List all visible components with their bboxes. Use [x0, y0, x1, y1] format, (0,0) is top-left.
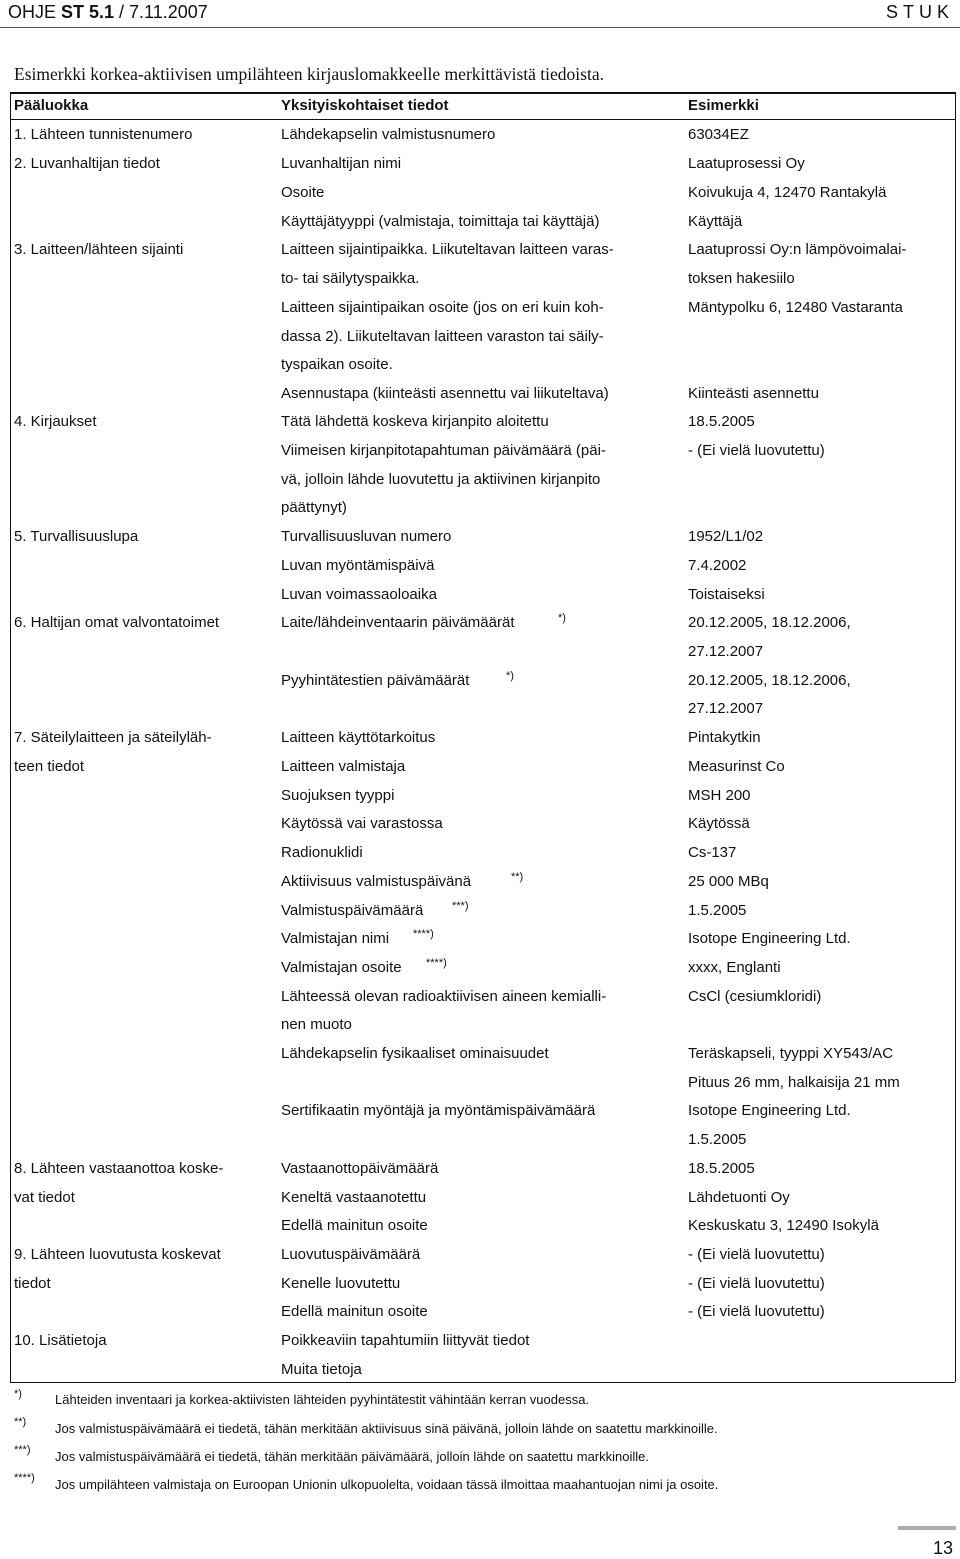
detail-label: päättynyt) [281, 499, 347, 516]
detail-label: Valmistajan osoite [281, 959, 402, 976]
footnote-ref: ***) [452, 900, 469, 912]
detail-label: Lähteessä olevan radioaktiivisen aineen kemialli- [281, 988, 607, 1005]
table-header-rule [10, 119, 955, 120]
example-value: 27.12.2007 [688, 643, 764, 660]
column-header-details: Yksityiskohtaiset tiedot [281, 97, 449, 114]
doc-date: / 7.11.2007 [114, 2, 208, 22]
example-value: - (Ei vielä luovutettu) [688, 442, 825, 459]
example-value: 18.5.2005 [688, 413, 755, 430]
org-name: STUK [885, 2, 954, 22]
footnote-ref: **) [511, 871, 524, 883]
footnote-mark: *) [14, 1388, 22, 1400]
example-value: Isotope Engineering Ltd. [688, 930, 851, 947]
category-label: 5. Turvallisuuslupa [14, 528, 139, 545]
detail-label: Tätä lähdettä koskeva kirjanpito aloitettu [281, 413, 549, 430]
column-header-example: Esimerkki [688, 97, 759, 114]
detail-label: Edellä mainitun osoite [281, 1303, 428, 1320]
example-value: Lähdetuonti Oy [688, 1189, 790, 1206]
example-value: MSH 200 [688, 787, 751, 804]
detail-label: Käyttäjätyyppi (valmistaja, toimittaja tai käyttäjä) [281, 213, 600, 230]
example-value: Laatuprossi Oy:n lämpövoimalai- [688, 241, 907, 258]
example-value: Pintakytkin [688, 729, 761, 746]
detail-label: Laitteen sijaintipaikka. Liikuteltavan laitteen varas- [281, 241, 614, 258]
footnote-ref: ****) [413, 928, 434, 940]
detail-label: Luvan voimassaoloaika [281, 586, 437, 603]
example-value: Käyttäjä [688, 213, 743, 230]
example-value: xxxx, Englanti [688, 959, 781, 976]
detail-label: Lähdekapselin valmistusnumero [281, 126, 496, 143]
detail-label: Turvallisuusluvan numero [281, 528, 452, 545]
example-value: - (Ei vielä luovutettu) [688, 1246, 825, 1263]
detail-label: Laite/lähdeinventaarin päivämäärät [281, 614, 515, 631]
example-value: 18.5.2005 [688, 1160, 755, 1177]
footnote-mark: ****) [14, 1472, 35, 1484]
detail-label: Muita tietoja [281, 1361, 362, 1378]
document-title: Esimerkki korkea-aktiivisen umpilähteen kirjauslomakkeelle merkittävistä tiedoista. [14, 64, 604, 84]
detail-label: Luvan myöntämispäivä [281, 557, 435, 574]
category-label: 9. Lähteen luovutusta koskevat [14, 1246, 221, 1263]
example-value: 1952/L1/02 [688, 528, 764, 545]
detail-label: Laitteen käyttötarkoitus [281, 729, 436, 746]
detail-label: Luvanhaltijan nimi [281, 155, 402, 172]
example-value: Laatuprosessi Oy [688, 155, 805, 172]
example-value: 25 000 MBq [688, 873, 769, 890]
detail-label: Poikkeaviin tapahtumiin liittyvät tiedot [281, 1332, 530, 1349]
page-number: 13 [933, 1538, 954, 1558]
category-label: 6. Haltijan omat valvontatoimet [14, 614, 220, 631]
detail-label: Sertifikaatin myöntäjä ja myöntämispäivämäärä [281, 1102, 596, 1119]
example-value: 1.5.2005 [688, 1131, 747, 1148]
footnote-ref: *) [558, 612, 566, 624]
detail-label: Keneltä vastaanotettu [281, 1189, 427, 1206]
detail-label: Suojuksen tyyppi [281, 787, 395, 804]
example-value: Käytössä [688, 815, 750, 832]
footnote-ref: ****) [426, 957, 447, 969]
example-value: Keskuskatu 3, 12490 Isokylä [688, 1217, 879, 1234]
example-value: 27.12.2007 [688, 700, 764, 717]
detail-label: Kenelle luovutettu [281, 1275, 401, 1292]
category-label: 7. Säteilylaitteen ja säteilyläh- [14, 729, 212, 746]
category-label: 8. Lähteen vastaanottoa koske- [14, 1160, 224, 1177]
footnote-text: Lähteiden inventaari ja korkea-aktiivisten lähteiden pyyhintätestit vähintään kerran vuodessa. [55, 1392, 590, 1407]
example-value: Teräskapseli, tyyppi XY543/AC [688, 1045, 894, 1062]
category-label: 1. Lähteen tunnistenumero [14, 126, 193, 143]
example-value: Toistaiseksi [688, 586, 765, 603]
example-value: - (Ei vielä luovutettu) [688, 1275, 825, 1292]
detail-label: Lähdekapselin fysikaaliset ominaisuudet [281, 1045, 549, 1062]
detail-label: tyspaikan osoite. [281, 356, 393, 373]
column-header-main: Pääluokka [14, 97, 89, 114]
example-value: CsCl (cesiumkloridi) [688, 988, 822, 1005]
example-value: toksen hakesiilo [688, 270, 795, 287]
detail-label: Valmistajan nimi [281, 930, 390, 947]
footnote-text: Jos umpilähteen valmistaja on Euroopan Unionin ulkopuolelta, voidaan tässä ilmoittaa maahantuojan nimi ja osoite. [55, 1477, 719, 1492]
detail-label: to- tai säilytyspaikka. [281, 270, 420, 287]
detail-label: Pyyhintätestien päivämäärät [281, 672, 470, 689]
category-label: teen tiedot [14, 758, 85, 775]
example-value: 63034EZ [688, 126, 749, 143]
doc-code: ST 5.1 [61, 2, 115, 22]
footnote-text: Jos valmistuspäivämäärä ei tiedetä, tähän merkitään päivämäärä, jolloin lähde on saatettu markkinoille. [55, 1449, 649, 1464]
detail-label: nen muoto [281, 1016, 352, 1033]
header-divider [0, 27, 960, 28]
footnote-mark: ***) [14, 1444, 31, 1456]
detail-label: Luovutuspäivämäärä [281, 1246, 421, 1263]
document-header [8, 2, 954, 26]
detail-label: dassa 2). Liikuteltavan laitteen varaston tai säily- [281, 328, 604, 345]
category-label: 3. Laitteen/lähteen sijainti [14, 241, 184, 258]
category-label: tiedot [14, 1275, 51, 1292]
detail-label: vä, jolloin lähde luovutettu ja aktiivinen kirjanpito [281, 471, 601, 488]
detail-label: Vastaanottopäivämäärä [281, 1160, 439, 1177]
table-bottom-rule [10, 1382, 955, 1383]
example-value: Cs-137 [688, 844, 737, 861]
category-label: 4. Kirjaukset [14, 413, 97, 430]
example-value: 20.12.2005, 18.12.2006, [688, 614, 851, 631]
example-value: - (Ei vielä luovutettu) [688, 1303, 825, 1320]
detail-label: Asennustapa (kiinteästi asennettu vai liikuteltava) [281, 385, 609, 402]
detail-label: Osoite [281, 184, 325, 201]
footnote-text: Jos valmistuspäivämäärä ei tiedetä, tähän merkitään aktiivisuus sinä päivänä, jolloin lähde on saatettu markkinoille. [55, 1421, 718, 1436]
doc-prefix: OHJE [8, 2, 62, 22]
detail-label: Käytössä vai varastossa [281, 815, 443, 832]
detail-label: Aktiivisuus valmistuspäivänä [281, 873, 472, 890]
detail-label: Radionuklidi [281, 844, 363, 861]
category-label: 2. Luvanhaltijan tiedot [14, 155, 160, 172]
example-value: 20.12.2005, 18.12.2006, [688, 672, 851, 689]
example-value: Kiinteästi asennettu [688, 385, 819, 402]
detail-label: Edellä mainitun osoite [281, 1217, 428, 1234]
example-value: Pituus 26 mm, halkaisija 21 mm [688, 1074, 900, 1091]
table-top-rule [10, 92, 955, 94]
document-id [8, 2, 208, 23]
example-value: Isotope Engineering Ltd. [688, 1102, 851, 1119]
footnote-mark: **) [14, 1416, 27, 1428]
example-value: Mäntypolku 6, 12480 Vastaranta [688, 299, 903, 316]
detail-label: Laitteen sijaintipaikan osoite (jos on eri kuin koh- [281, 299, 604, 316]
detail-label: Valmistuspäivämäärä [281, 902, 424, 919]
page-number-rule [898, 1526, 956, 1530]
example-value: Measurinst Co [688, 758, 785, 775]
example-value: 7.4.2002 [688, 557, 747, 574]
table-left-border [10, 92, 11, 1382]
footnote-ref: *) [506, 670, 514, 682]
table-right-border [955, 92, 956, 1382]
example-value: 1.5.2005 [688, 902, 747, 919]
example-value: Koivukuja 4, 12470 Rantakylä [688, 184, 887, 201]
category-label: vat tiedot [14, 1189, 75, 1206]
detail-label: Laitteen valmistaja [281, 758, 406, 775]
category-label: 10. Lisätietoja [14, 1332, 107, 1349]
detail-label: Viimeisen kirjanpitotapahtuman päivämäärä (päi- [281, 442, 606, 459]
